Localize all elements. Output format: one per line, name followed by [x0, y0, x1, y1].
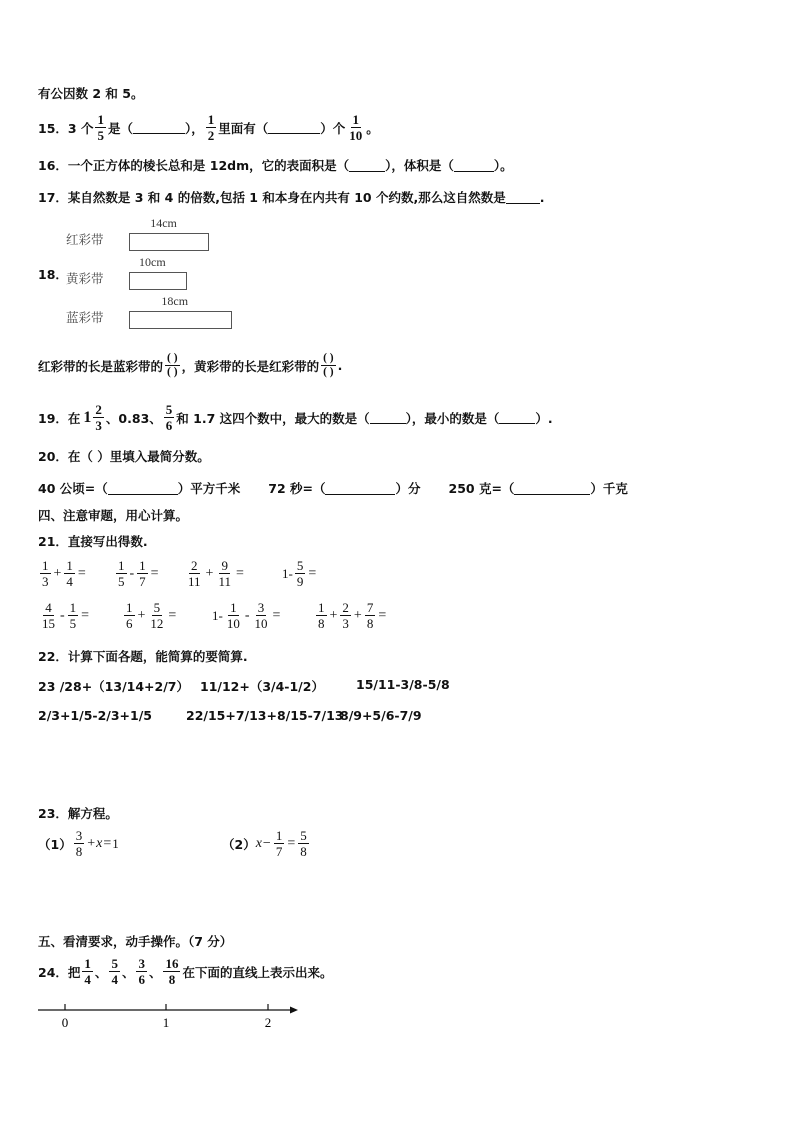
question-24: 24． 把 $\frac{1}{4}$ 、 $\frac{5}{4}$ 、 $\frac{3}{6}$ 、 $\frac{16}{8}$ 在下面的直线上表示出来。: [38, 956, 333, 987]
section-4-heading: 四、注意审题，用心计算。: [38, 508, 189, 523]
question-18: 红彩带的长是蓝彩带的 $\frac{( )}{( )}$ ，黄彩带的长是红彩带的 $\frac{( )}{( )}$ .: [38, 352, 343, 378]
answer-blank[interactable]: [133, 121, 185, 134]
ribbon-length-label: 14cm: [150, 216, 177, 230]
question-20: 20． 在（ ）里填入最简分数。: [38, 449, 210, 464]
fraction: $\frac{2}{3}$: [95, 402, 102, 433]
answer-fraction[interactable]: $\frac{( )}{( )}$: [323, 352, 334, 378]
answer-blank[interactable]: [506, 191, 540, 204]
number-line[interactable]: [30, 1000, 310, 1034]
question-16: 16． 一个正方体的棱长总和是 12dm，它的表面积是（ ），体积是（ ）。: [38, 158, 513, 173]
expression: 11/12+（3/4-1/2）: [200, 679, 324, 694]
expression: $\frac{1}{6}$ + $\frac{5}{12}$ =: [126, 600, 177, 631]
question-17: 17． 某自然数是 3 和 4 的倍数,包括 1 和本身在内共有 10 个约数,那么这自然数是 .: [38, 189, 545, 205]
ribbon-length-label: 18cm: [161, 294, 189, 308]
equation-2: （2） x − $\frac{1}{7}$ = $\frac{5}{8}$: [222, 828, 307, 859]
ribbon-label: 红彩带: [66, 232, 104, 247]
expression: 1- $\frac{5}{9}$ =: [282, 558, 317, 589]
arrow-head-icon: [290, 1007, 298, 1014]
expression: $\frac{1}{5}$ - $\frac{1}{7}$ =: [118, 558, 159, 589]
ribbon-label: 黄彩带: [66, 271, 104, 286]
expression: 8/9+5/6-7/9: [340, 708, 422, 723]
question-18-number: 18．: [38, 267, 68, 282]
question-22: 22． 计算下面各题，能简算的要简算.: [38, 649, 248, 664]
question-20-items: 40 公顷=（ ）平方千米 72 秒=（ ）分 250 克=（ ）千克: [38, 481, 628, 496]
question-19: 19． 在 1 $\frac{2}{3}$ 、0.83、 $\frac{5}{6}$ 和 1.7 这四个数中，最大的数是（ ），最小的数是（ ）.: [38, 402, 553, 433]
expression: $\frac{2}{11}$ + $\frac{9}{11}$ =: [188, 558, 244, 589]
ribbon-bar: [129, 311, 232, 329]
fraction: $\frac{1}{5}$: [97, 112, 104, 143]
answer-blank[interactable]: [499, 411, 535, 424]
fraction: $\frac{5}{6}$: [165, 402, 173, 433]
fraction: $\frac{1}{10}$: [349, 112, 363, 143]
tick-label: 0: [61, 1015, 69, 1030]
expression: $\frac{1}{8}$ + $\frac{2}{3}$ + $\frac{7}{8}$ =: [318, 600, 387, 631]
fraction: $\frac{1}{2}$: [207, 112, 215, 143]
ribbon-label: 蓝彩带: [66, 310, 104, 325]
question-15: 15． 3 个 $\frac{1}{5}$ 是（ ）， $\frac{1}{2}$ 里面有（ ）个 $\frac{1}{10}$ 。: [38, 112, 379, 143]
expression: 23 /28+（13/14+2/7）: [38, 679, 189, 694]
ribbon-length-label: 10cm: [139, 255, 166, 269]
ribbon-bar: [129, 272, 187, 290]
equation-1: （1） $\frac{3}{8}$ + x = 1: [38, 828, 119, 859]
answer-blank[interactable]: [514, 482, 590, 495]
expression: 15/11-3/8-5/8: [356, 677, 450, 692]
answer-blank[interactable]: [370, 411, 406, 424]
section-5-heading: 五、看清要求，动手操作。（7 分）: [38, 934, 233, 949]
answer-blank[interactable]: [268, 121, 320, 134]
expression: 2/3+1/5-2/3+1/5: [38, 708, 152, 723]
expression: $\frac{4}{15}$ - $\frac{1}{5}$ =: [42, 600, 90, 631]
expression: 22/15+7/13+8/15-7/13: [186, 708, 344, 723]
answer-blank[interactable]: [454, 159, 494, 172]
answer-blank[interactable]: [108, 482, 178, 495]
answer-fraction[interactable]: $\frac{( )}{( )}$: [167, 352, 178, 378]
ribbon-bar: [129, 233, 209, 251]
question-23: 23． 解方程。: [38, 806, 118, 821]
expression: 1- $\frac{1}{10}$ - $\frac{3}{10}$ =: [212, 600, 281, 631]
answer-blank[interactable]: [325, 482, 395, 495]
answer-blank[interactable]: [349, 159, 385, 172]
tick-label: 1: [162, 1015, 170, 1030]
question-21: 21． 直接写出得数.: [38, 534, 148, 549]
q14-tail: 有公因数 2 和 5。: [38, 86, 144, 101]
tick-label: 2: [264, 1015, 272, 1030]
expression: $\frac{1}{3}$ + $\frac{1}{4}$ =: [42, 558, 86, 589]
